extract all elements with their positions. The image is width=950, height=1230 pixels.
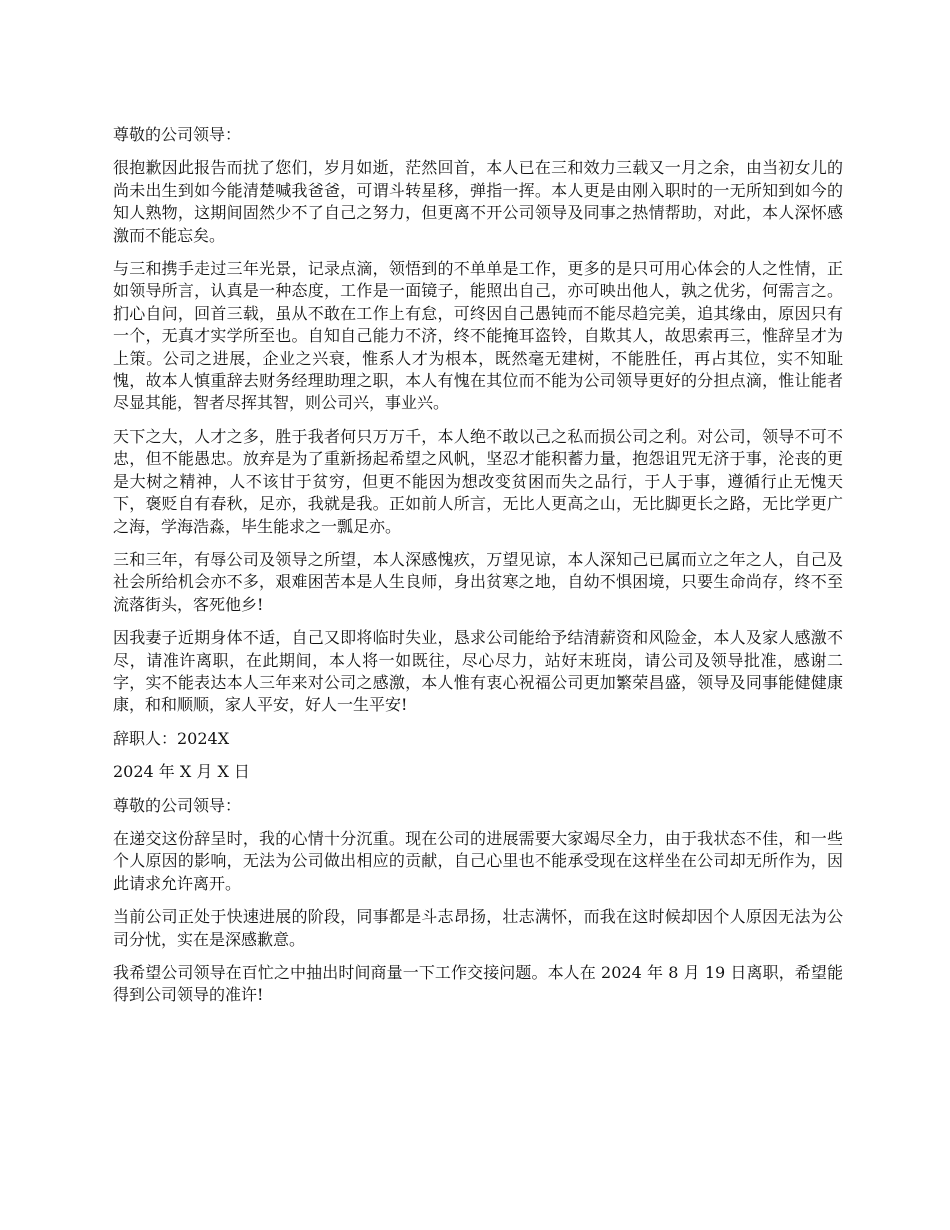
salutation: 尊敬的公司领导： [113, 125, 242, 144]
body-paragraph: 与三和携手走过三年光景，记录点滴，领悟到的不单单是工作，更多的是只可用心体会的人之性情，正如领导所言，认真是一种态度，工作是一面镜子，能照出自己，亦可映出他人，孰之优劣，何需言之。扪心自问，回首三载，虽从不敢在工作上有怠，可终因自己愚钝而不能尽趋完美，追其缘由，原因只有一个，无真才实学所至也。自知自己能力不济，终不能掩耳盗铃，自欺其人，故思索再三，惟辞呈才为上策。公司之进展，企业之兴衰，惟系人才为根本，既然毫无建树，不能胜任，再占其位，实不知耻愧，故本人慎重辞去财务经理助理之职，本人有愧在其位而不能为公司领导更好的分担点滴，惟让能者尽显其能，智者尽挥其智，则公司兴，事业兴。 [113, 259, 843, 413]
signature-line: 辞职人：2024X [113, 728, 230, 748]
body-paragraph: 因我妻子近期身体不适，自己又即将临时失业，恳求公司能给予结清薪资和风险金，本人及家人感激不尽，请准许离职，在此期间，本人将一如既往，尽心尽力，站好末班岗，请公司及领导批准，感谢二字，实不能表达本人三年来对公司之感激，本人惟有衷心祝福公司更加繁荣昌盛，领导及同事能健健康康，和和顺顺，家人平安，好人一生平安! [113, 628, 843, 715]
body-paragraph: 当前公司正处于快速进展的阶段，同事都是斗志昂扬，壮志满怀，而我在这时候却因个人原因无法为公司分忧，实在是深感歉意。 [113, 907, 843, 949]
date-line: 2024 年 X 月 X 日 [113, 762, 250, 782]
body-paragraph: 天下之大，人才之多，胜于我者何只万万千，本人绝不敢以己之私而损公司之利。对公司，领导不可不忠，但不能愚忠。放弃是为了重新扬起希望之风帆，坚忍才能积蓄力量，抱怨诅咒无济于事，沦丧的更是大树之精神，人不该甘于贫穷，但更不能因为想改变贫困而失之品行，于人于事，遵循行止无愧天下，褒贬自有春秋，足亦，我就是我。正如前人所言，无比人更高之山，无比脚更长之路，无比学更广之海，学海浩淼，毕生能求之一瓢足亦。 [113, 426, 843, 536]
salutation: 尊敬的公司领导： [113, 795, 242, 815]
body-paragraph: 在递交这份辞呈时，我的心情十分沉重。现在公司的进展需要大家竭尽全力，由于我状态不佳，和一些个人原因的影响，无法为公司做出相应的贡献，自己心里也不能承受现在这样坐在公司却无所作为，因此请求允许离开。 [113, 828, 843, 893]
body-paragraph: 很抱歉因此报告而扰了您们，岁月如逝，茫然回首，本人已在三和效力三载又一月之余，由当初女儿的尚未出生到如今能清楚喊我爸爸，可谓斗转星移，弹指一挥。本人更是由刚入职时的一无所知到如今的知人熟物，这期间固然少不了自己之努力，但更离不开公司领导及同事之热情帮助，对此，本人深怀感激而不能忘矣。 [113, 158, 843, 245]
body-paragraph: 我希望公司领导在百忙之中抽出时间商量一下工作交接问题。本人在 2024 年 8 月 19 日离职，希望能得到公司领导的准许! [113, 963, 843, 1005]
document-page [113, 124, 843, 1018]
body-paragraph: 三和三年，有辱公司及领导之所望，本人深感愧疚，万望见谅，本人深知己已属而立之年之人，自己及社会所给机会亦不多，艰难困苦本是人生良师，身出贫寒之地，自幼不惧困境，只要生命尚存，终不至流落街头，客死他乡! [113, 549, 843, 614]
